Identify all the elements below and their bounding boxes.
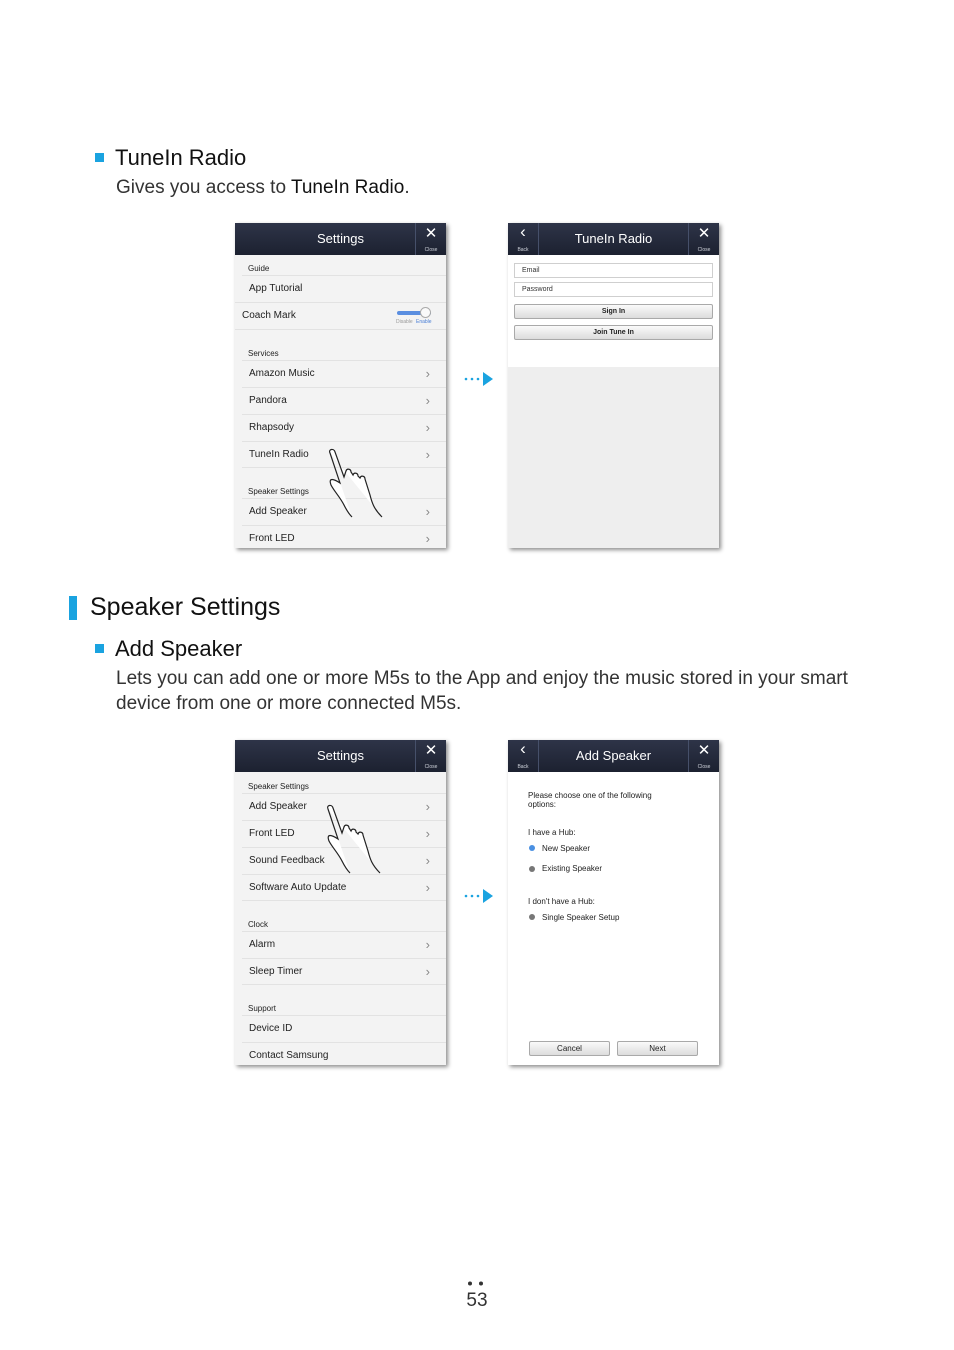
chevron-right-icon: › [425, 420, 430, 435]
section-services: Services [248, 349, 279, 358]
row-rhapsody[interactable] [242, 414, 446, 441]
row-label: Add Speaker [249, 506, 307, 517]
section-support: Support [248, 1004, 277, 1013]
row-contact-samsung[interactable] [242, 1042, 446, 1065]
close-button[interactable] [415, 223, 446, 255]
no-hub-label: I don't have a Hub: [528, 897, 595, 906]
tunein-desc-prefix: Gives you access to [116, 177, 291, 198]
close-icon: ✕ [424, 225, 438, 242]
sign-in-button[interactable]: Sign In [514, 304, 713, 319]
close-caption: Close [697, 247, 711, 253]
row-label: Pandora [249, 395, 287, 406]
cancel-button[interactable]: Cancel [529, 1041, 610, 1056]
row-label: App Tutorial [249, 283, 303, 294]
close-icon: ✕ [697, 225, 711, 242]
row-software-auto-update[interactable] [242, 874, 446, 901]
row-front-led[interactable] [242, 525, 446, 548]
settings-screen-2 [235, 740, 446, 1065]
row-device-id[interactable] [242, 1015, 446, 1042]
dotted-arrow-icon [463, 371, 495, 387]
add-speaker-desc-2: device from one or more connected M5s. [116, 693, 462, 714]
row-label: Front LED [249, 533, 295, 544]
row-app-tutorial[interactable] [242, 275, 446, 302]
prompt-line-1: Please choose one of the following [528, 791, 652, 800]
section-clock: Clock [248, 920, 269, 929]
join-tunein-button[interactable]: Join Tune In [514, 325, 713, 340]
password-field[interactable] [514, 282, 713, 297]
add-speaker-heading: Add Speaker [115, 636, 243, 661]
close-caption: Close [697, 764, 711, 770]
new-speaker-option[interactable]: New Speaker [542, 844, 591, 853]
single-speaker-option[interactable]: Single Speaker Setup [542, 913, 620, 922]
row-label: Contact Samsung [249, 1050, 329, 1061]
topbar [235, 223, 446, 255]
tunein-heading: TuneIn Radio [115, 145, 247, 170]
add-speaker-desc-1: Lets you can add one or more M5s to the App and enjoy the music stored in your smart [116, 668, 848, 689]
row-label: Sound Feedback [249, 855, 325, 866]
email-placeholder: Email [522, 267, 540, 274]
chevron-right-icon: › [425, 880, 430, 895]
toggle-knob [420, 307, 431, 318]
radio-icon[interactable] [529, 866, 535, 872]
next-button[interactable]: Next [617, 1041, 698, 1056]
topbar [235, 740, 446, 772]
radio-icon[interactable] [529, 845, 535, 851]
chevron-right-icon: › [425, 504, 430, 519]
password-placeholder: Password [522, 286, 553, 293]
chevron-right-icon: › [425, 447, 430, 462]
row-label: Rhapsody [249, 422, 295, 433]
toggle-enable-label: Enable [416, 319, 432, 325]
chevron-right-icon: › [425, 937, 430, 952]
square-bullet-icon [95, 153, 104, 162]
tunein-description [116, 175, 410, 200]
row-amazon-music[interactable] [242, 360, 446, 387]
row-label: TuneIn Radio [249, 449, 309, 460]
page-dots-icon [467, 1281, 487, 1286]
hand-pointer-icon [320, 803, 382, 877]
close-icon: ✕ [697, 742, 711, 759]
section-speaker-settings: Speaker Settings [248, 487, 309, 496]
tunein-login-screen [508, 223, 719, 548]
topbar-title: TuneIn Radio [574, 231, 653, 246]
row-pandora[interactable] [242, 387, 446, 414]
topbar [508, 223, 719, 255]
section-guide: Guide [248, 264, 270, 273]
row-label: Add Speaker [249, 801, 307, 812]
section-bar-icon [69, 596, 77, 620]
coach-mark-toggle[interactable] [396, 310, 432, 325]
topbar-title: Add Speaker [575, 748, 652, 763]
radio-icon[interactable] [529, 914, 535, 920]
row-alarm[interactable] [242, 931, 446, 958]
row-label: Coach Mark [242, 310, 296, 321]
have-hub-label: I have a Hub: [528, 828, 576, 837]
close-caption: Close [424, 764, 438, 770]
row-sleep-timer[interactable] [242, 958, 446, 985]
topbar-title: Settings [317, 231, 364, 246]
tunein-desc-bold: TuneIn Radio [290, 177, 405, 198]
chevron-right-icon: › [425, 964, 430, 979]
hand-pointer-icon [322, 447, 384, 521]
empty-area [508, 367, 719, 548]
add-speaker-screen [508, 740, 719, 1065]
back-caption: Back [517, 247, 529, 253]
row-label: Sleep Timer [249, 966, 303, 977]
back-icon: ‹ [520, 740, 526, 758]
dotted-arrow-icon [463, 888, 495, 904]
prompt-line-2: options: [528, 800, 557, 809]
chevron-right-icon: › [425, 393, 430, 408]
toggle-disable-label: Disable [396, 319, 413, 325]
square-bullet-icon [95, 644, 104, 653]
row-label: Alarm [249, 939, 276, 950]
tunein-desc-suffix: . [404, 177, 410, 198]
chevron-right-icon: › [425, 826, 430, 841]
topbar-title: Settings [317, 748, 364, 763]
existing-speaker-option[interactable]: Existing Speaker [542, 864, 603, 873]
page-number: 53 [466, 1290, 488, 1311]
section-speaker-settings: Speaker Settings [248, 782, 309, 791]
row-label: Front LED [249, 828, 295, 839]
email-field[interactable] [514, 263, 713, 278]
back-icon: ‹ [520, 223, 526, 241]
close-button[interactable] [415, 740, 446, 772]
chevron-right-icon: › [425, 799, 430, 814]
close-button[interactable] [688, 740, 719, 772]
row-label: Software Auto Update [249, 882, 347, 893]
close-button[interactable] [688, 223, 719, 255]
row-coach-mark [235, 302, 446, 330]
back-caption: Back [517, 764, 529, 770]
chevron-right-icon: › [425, 531, 430, 546]
speaker-settings-heading: Speaker Settings [90, 593, 281, 621]
chevron-right-icon: › [425, 366, 430, 381]
chevron-right-icon: › [425, 853, 430, 868]
close-caption: Close [424, 247, 438, 253]
row-label: Device ID [249, 1023, 293, 1034]
topbar [508, 740, 719, 772]
row-label: Amazon Music [249, 368, 315, 379]
close-icon: ✕ [424, 742, 438, 759]
